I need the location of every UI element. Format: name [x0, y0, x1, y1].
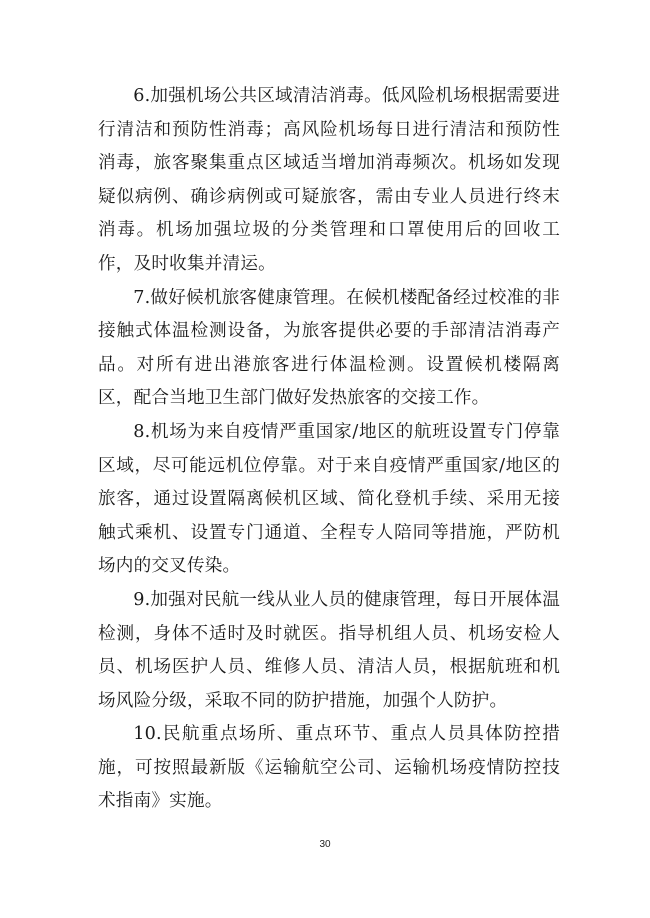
- paragraph-10-key-measures: 10.民航重点场所、重点环节、重点人员具体防控措施，可按照最新版《运输航空公司、运输机场疫情防控技术指南》实施。: [98, 724, 560, 812]
- paragraph-7-passenger-health: 7.做好候机旅客健康管理。在候机楼配备经过校准的非接触式体温检测设备，为旅客提供必要的手部清洁消毒产品。对所有进出港旅客进行体温检测。设置候机楼隔离区，配合当地卫生部门做好发热旅客的交接工作。: [98, 287, 560, 409]
- paragraph-8-remote-stand: 8.机场为来自疫情严重国家/地区的航班设置专门停靠区域，尽可能远机位停靠。对于来自疫情严重国家/地区的旅客，通过设置隔离候机区域、简化登机手续、采用无接触式乘机、设置专门通道、全程专人陪同等措施，严防机场内的交叉传染。: [98, 421, 560, 577]
- page-number: 30: [319, 839, 331, 850]
- paragraph-6-airport-disinfection: 6.加强机场公共区域清洁消毒。低风险机场根据需要进行清洁和预防性消毒；高风险机场每日进行清洁和预防性消毒，旅客聚集重点区域适当增加消毒频次。机场如发现疑似病例、确诊病例或可疑旅客，需由专业人员进行终末消毒。机场加强垃圾的分类管理和口罩使用后的回收工作，及时收集并清运。: [98, 86, 560, 274]
- paragraph-9-staff-health: 9.加强对民航一线从业人员的健康管理，每日开展体温检测，身体不适时及时就医。指导机组人员、机场安检人员、机场医护人员、维修人员、清洁人员，根据航班和机场风险分级，采取不同的防护措施，加强个人防护。: [98, 589, 560, 711]
- document-body: [98, 80, 560, 819]
